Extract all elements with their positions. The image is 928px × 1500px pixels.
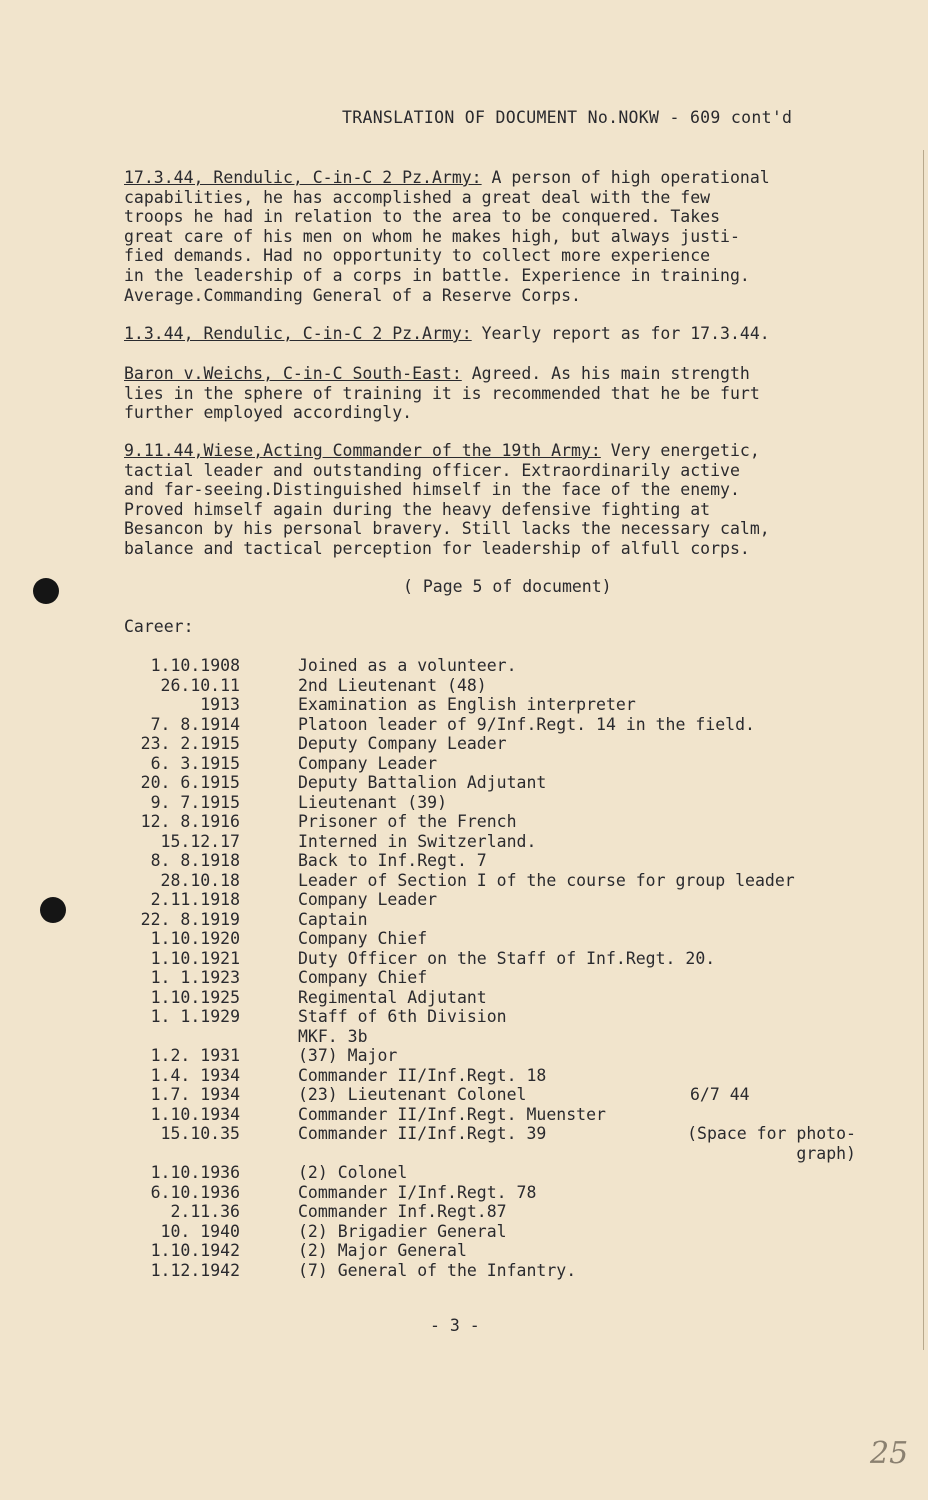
- career-date: 1.12.1942: [150, 1260, 240, 1280]
- career-date: 22. 8.1919: [140, 909, 240, 929]
- aside-note: 6/7 44: [690, 1085, 750, 1104]
- page-number: - 3 -: [430, 1316, 480, 1335]
- evaluation-author: 17.3.44, Rendulic, C-in-C 2 Pz.Army:: [124, 168, 482, 187]
- career-event: Company Leader: [298, 753, 438, 773]
- career-date: 1.10.1925: [150, 987, 240, 1007]
- career-entry: [114, 1202, 894, 1222]
- career-event: Examination as English interpreter: [298, 695, 636, 714]
- career-event: Deputy Battalion Adjutant: [298, 773, 547, 792]
- career-event: Back to Inf.Regt. 7: [298, 851, 487, 870]
- career-date: 6.10.1936: [150, 1182, 240, 1202]
- career-entry: [114, 656, 894, 676]
- career-date: 1.10.1920: [150, 929, 240, 948]
- document-header: TRANSLATION OF DOCUMENT No.NOKW - 609 cont'd: [342, 108, 793, 127]
- career-date: 15.12.17: [160, 831, 240, 851]
- career-entry: [114, 929, 894, 949]
- career-entry: [114, 1261, 894, 1281]
- page-edge-line: [923, 150, 924, 1350]
- career-event: Company Chief: [298, 929, 428, 948]
- career-date: 6. 3.1915: [150, 753, 240, 773]
- career-entry: [114, 1241, 894, 1261]
- career-date: 12. 8.1916: [140, 812, 240, 831]
- career-entry: [114, 871, 894, 891]
- career-event: Platoon leader of 9/Inf.Regt. 14 in the field.: [298, 714, 755, 734]
- career-date: 7. 8.1914: [150, 714, 240, 734]
- career-event: Commander Inf.Regt.87: [298, 1202, 507, 1221]
- career-date: 1.4. 1934: [150, 1065, 240, 1085]
- career-event: Prisoner of the French: [298, 812, 517, 831]
- punch-hole: [40, 897, 66, 923]
- evaluation-text: Agreed. As his main strength lies in the sphere of training it is recommended that he be furt further employed accordingly.: [124, 364, 760, 423]
- page-note: ( Page 5 of document): [403, 577, 612, 596]
- career-entry: [114, 910, 894, 930]
- career-entry: [114, 695, 894, 715]
- career-entry: [114, 1105, 894, 1125]
- evaluation-text: Very energetic, tactial leader and outstanding officer. Extraordinarily active and far-seeing.Distinguished himself in the face of the enemy. Proved himself again during the heavy defensive fighting at Besancon by his personal bravery. Still lacks the necessary calm, balance and tactical perception for leadership of alfull corps.: [124, 441, 770, 558]
- evaluation-paragraph-2: [124, 324, 884, 344]
- career-event: (2) Major General: [298, 1241, 467, 1260]
- career-entry: [114, 1027, 894, 1047]
- career-date: 23. 2.1915: [140, 734, 240, 753]
- career-event: Company Leader: [298, 890, 438, 909]
- career-date: 9. 7.1915: [150, 792, 240, 812]
- career-entry: [114, 1066, 894, 1086]
- career-entry: [114, 949, 894, 969]
- evaluation-text: Yearly report as for 17.3.44.: [471, 324, 770, 343]
- career-entry: [114, 988, 894, 1008]
- career-entry: [114, 1222, 894, 1242]
- career-date: 26.10.11: [160, 675, 240, 695]
- career-date: 8. 8.1918: [150, 851, 240, 870]
- evaluation-author: Baron v.Weichs, C-in-C South-East:: [124, 364, 462, 383]
- career-date: 1.10.1934: [150, 1104, 240, 1124]
- career-date: 1. 1.1923: [150, 968, 240, 987]
- career-event: Commander II/Inf.Regt. 18: [298, 1065, 547, 1085]
- career-entry: [114, 1163, 894, 1183]
- career-entry: [114, 1085, 894, 1105]
- career-event: Company Chief: [298, 968, 428, 987]
- career-entry: [114, 968, 894, 988]
- career-event: (2) Colonel: [298, 1163, 408, 1182]
- career-event: Lieutenant (39): [298, 792, 448, 812]
- career-date: [114, 1144, 240, 1164]
- career-entry: [114, 812, 894, 832]
- career-event: (23) Lieutenant Colonel: [298, 1085, 527, 1104]
- career-event: (2) Brigadier General: [298, 1221, 507, 1241]
- career-date: 1.10.1936: [150, 1163, 240, 1182]
- career-entry: [114, 832, 894, 852]
- career-entry: [114, 754, 894, 774]
- career-event: Deputy Company Leader: [298, 734, 507, 753]
- career-date: 1. 1.1929: [150, 1007, 240, 1026]
- career-entry: [114, 890, 894, 910]
- career-event: Duty Officer on the Staff of Inf.Regt. 20.: [298, 948, 716, 968]
- career-date: 15.10.35: [160, 1124, 240, 1143]
- career-event: Interned in Switzerland.: [298, 831, 537, 851]
- career-entry: [114, 773, 894, 793]
- punch-hole: [33, 578, 59, 604]
- career-date: 1.7. 1934: [150, 1085, 240, 1104]
- career-date: 1.10.1942: [150, 1241, 240, 1260]
- career-date: 20. 6.1915: [140, 773, 240, 792]
- evaluation-paragraph-4: [124, 441, 884, 559]
- career-date: 10. 1940: [160, 1221, 240, 1241]
- career-date: [114, 1027, 240, 1047]
- career-event: 2nd Lieutenant (48): [298, 675, 487, 695]
- career-event: Joined as a volunteer.: [298, 656, 517, 675]
- career-event: Commander II/Inf.Regt. Muenster: [298, 1104, 606, 1124]
- career-event: MKF. 3b: [298, 1026, 368, 1046]
- photo-space-text: (Space for photo- graph): [687, 1124, 856, 1163]
- career-event: Staff of 6th Division: [298, 1007, 507, 1026]
- career-event: Regimental Adjutant: [298, 987, 487, 1007]
- career-entry: [114, 1046, 894, 1066]
- career-entry: [114, 1183, 894, 1203]
- career-date: 1913: [200, 695, 240, 714]
- career-label: Career:: [124, 617, 194, 636]
- evaluation-author: 1.3.44, Rendulic, C-in-C 2 Pz.Army:: [124, 324, 472, 343]
- photo-space-note: [656, 1124, 856, 1163]
- evaluation-text: A person of high operational capabilities, he has accomplished a great deal with the few troops he had in relation to the area to be conquered. Takes great care of his men on whom he makes high, but always justi- fied demands. Had no opportunity to collect more experience in the leadership of a corps in battle. Experience in training. Average.Commanding General of a Reserve Corps.: [124, 168, 770, 305]
- career-date: 2.11.1918: [150, 890, 240, 909]
- career-event: Captain: [298, 909, 368, 929]
- career-date: 2.11.36: [170, 1202, 240, 1221]
- career-event: (7) General of the Infantry.: [298, 1260, 577, 1280]
- career-list: [114, 656, 894, 1280]
- career-entry: [114, 1007, 894, 1027]
- career-entry: [114, 676, 894, 696]
- career-event: Commander II/Inf.Regt. 39: [298, 1124, 547, 1143]
- career-date: 1.2. 1931: [150, 1046, 240, 1065]
- career-event: (37) Major: [298, 1046, 398, 1065]
- evaluation-author: 9.11.44,Wiese,Acting Commander of the 19th Army:: [124, 441, 601, 460]
- career-event: Commander I/Inf.Regt. 78: [298, 1182, 537, 1202]
- career-event: Leader of Section I of the course for group leader: [298, 870, 795, 890]
- career-entry: [114, 793, 894, 813]
- career-date: 1.10.1908: [150, 656, 240, 675]
- career-date: 28.10.18: [160, 870, 240, 890]
- handwritten-folio-number: 25: [870, 1436, 909, 1471]
- career-entry: [114, 715, 894, 735]
- evaluation-paragraph-1: [124, 168, 884, 305]
- career-date: 1.10.1921: [150, 948, 240, 968]
- career-entry: [114, 734, 894, 754]
- evaluation-paragraph-3: [124, 364, 884, 423]
- career-entry: [114, 851, 894, 871]
